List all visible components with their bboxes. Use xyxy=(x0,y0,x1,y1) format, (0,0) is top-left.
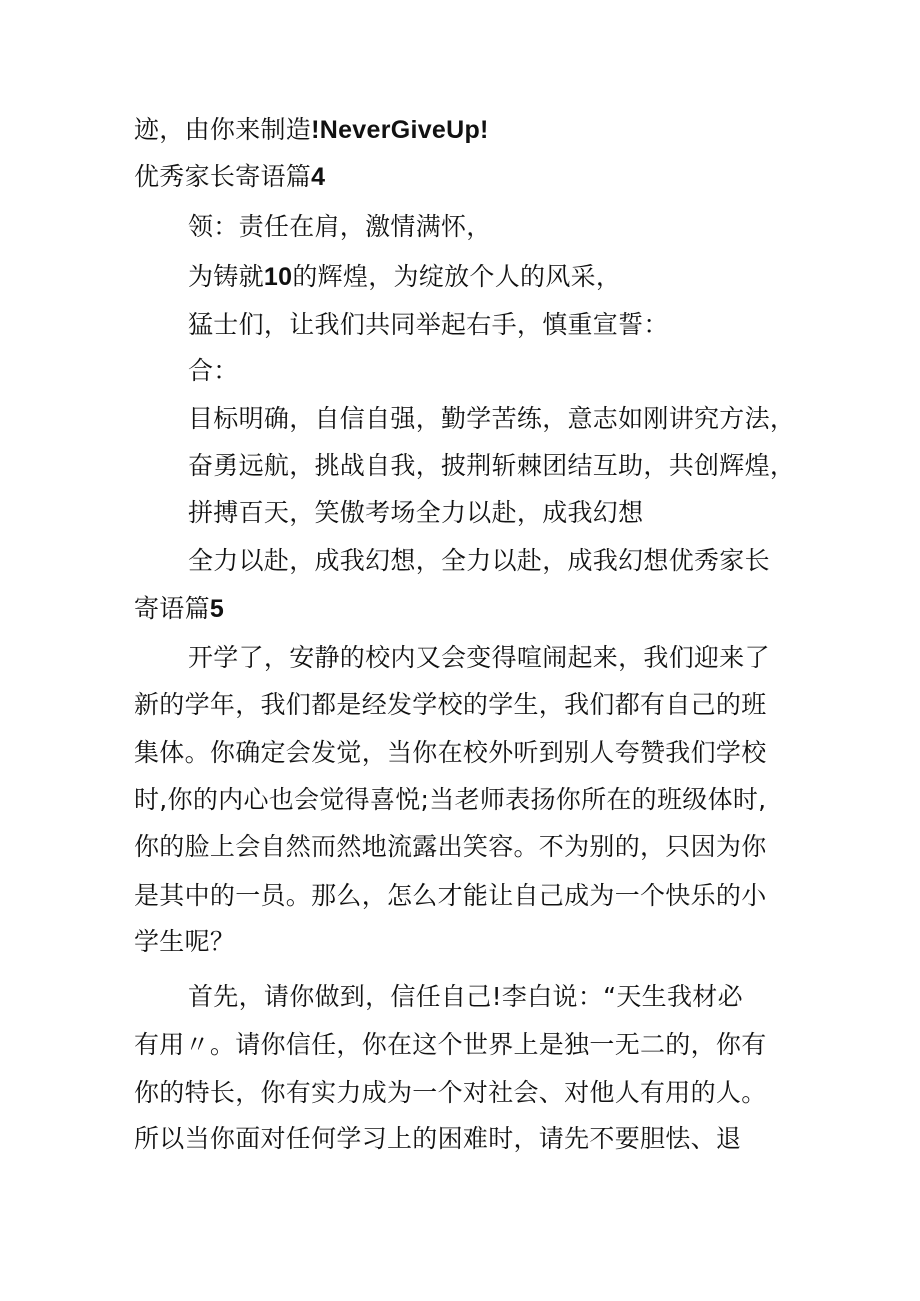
text-line xyxy=(134,1029,767,1061)
text-line xyxy=(134,831,767,863)
section-heading xyxy=(134,593,224,625)
line-text: 集体。你确定会发觉，当你在校外听到别人夸赞我们学校 xyxy=(134,738,767,767)
line-text: 是其中的一员。那么，怎么才能让自己成为一个快乐的小 xyxy=(134,881,767,910)
text-line xyxy=(134,689,767,721)
text-line xyxy=(134,784,766,816)
text-line xyxy=(134,880,767,912)
section-heading xyxy=(134,161,325,193)
line-text: 的辉煌，为绽放个人的风采， xyxy=(292,262,622,291)
text-line xyxy=(188,403,795,435)
line-text: 拼搏百天，笑傲考场全力以赴，成我幻想 xyxy=(188,498,644,527)
line-text: 合： xyxy=(188,356,239,385)
line-text: 迹，由你来制造 xyxy=(134,115,312,144)
line-text: 寄语篇 xyxy=(134,594,210,623)
line-text: 奋勇远航，挑战自我，披荆斩棘团结互助，共创辉煌， xyxy=(188,451,796,480)
line-text: 学生呢？ xyxy=(134,927,236,956)
line-text: 全力以赴，成我幻想，全力以赴，成我幻想优秀家长 xyxy=(188,546,770,575)
text-line xyxy=(188,642,770,674)
line-text: 首先，请你做到，信任自己!李白说：“天生我材必 xyxy=(188,982,743,1011)
line-bold-text: !NeverGiveUp! xyxy=(311,116,489,144)
line-text: 你的特长，你有实力成为一个对社会、对他人有用的人。 xyxy=(134,1078,767,1107)
text-line xyxy=(134,114,489,146)
text-line xyxy=(188,497,643,529)
text-line xyxy=(188,450,795,482)
text-line xyxy=(188,545,770,577)
line-text: 领：责任在肩，激情满怀， xyxy=(188,212,492,241)
text-line xyxy=(134,1123,741,1155)
line-text: 你的脸上会自然而然地流露出笑容。不为别的，只因为你 xyxy=(134,832,767,861)
text-line xyxy=(134,926,235,958)
text-line xyxy=(188,309,669,341)
line-bold-text: 10 xyxy=(263,263,293,291)
text-line xyxy=(134,737,767,769)
text-line xyxy=(188,261,621,293)
line-text: 时,你的内心也会觉得喜悦;当老师表扬你所在的班级体时, xyxy=(134,785,767,814)
text-line xyxy=(188,981,743,1013)
line-text: 目标明确，自信自强，勤学苦练，意志如刚讲究方法， xyxy=(188,404,796,433)
text-line xyxy=(134,1077,767,1109)
text-line xyxy=(188,355,239,387)
line-text: 为铸就 xyxy=(188,262,264,291)
line-bold-text: 5 xyxy=(209,595,225,623)
line-text: 新的学年，我们都是经发学校的学生，我们都有自己的班 xyxy=(134,690,767,719)
line-text: 开学了，安静的校内又会变得喧闹起来，我们迎来了 xyxy=(188,643,770,672)
text-line xyxy=(188,211,492,243)
line-text: 所以当你面对任何学习上的困难时，请先不要胆怯、退 xyxy=(134,1124,742,1153)
line-bold-text: 4 xyxy=(311,163,326,191)
line-text: 猛士们，让我们共同举起右手，慎重宣誓： xyxy=(188,310,669,339)
line-text: 优秀家长寄语篇 xyxy=(134,162,312,191)
line-text: 有用〃。请你信任，你在这个世界上是独一无二的，你有 xyxy=(134,1030,767,1059)
